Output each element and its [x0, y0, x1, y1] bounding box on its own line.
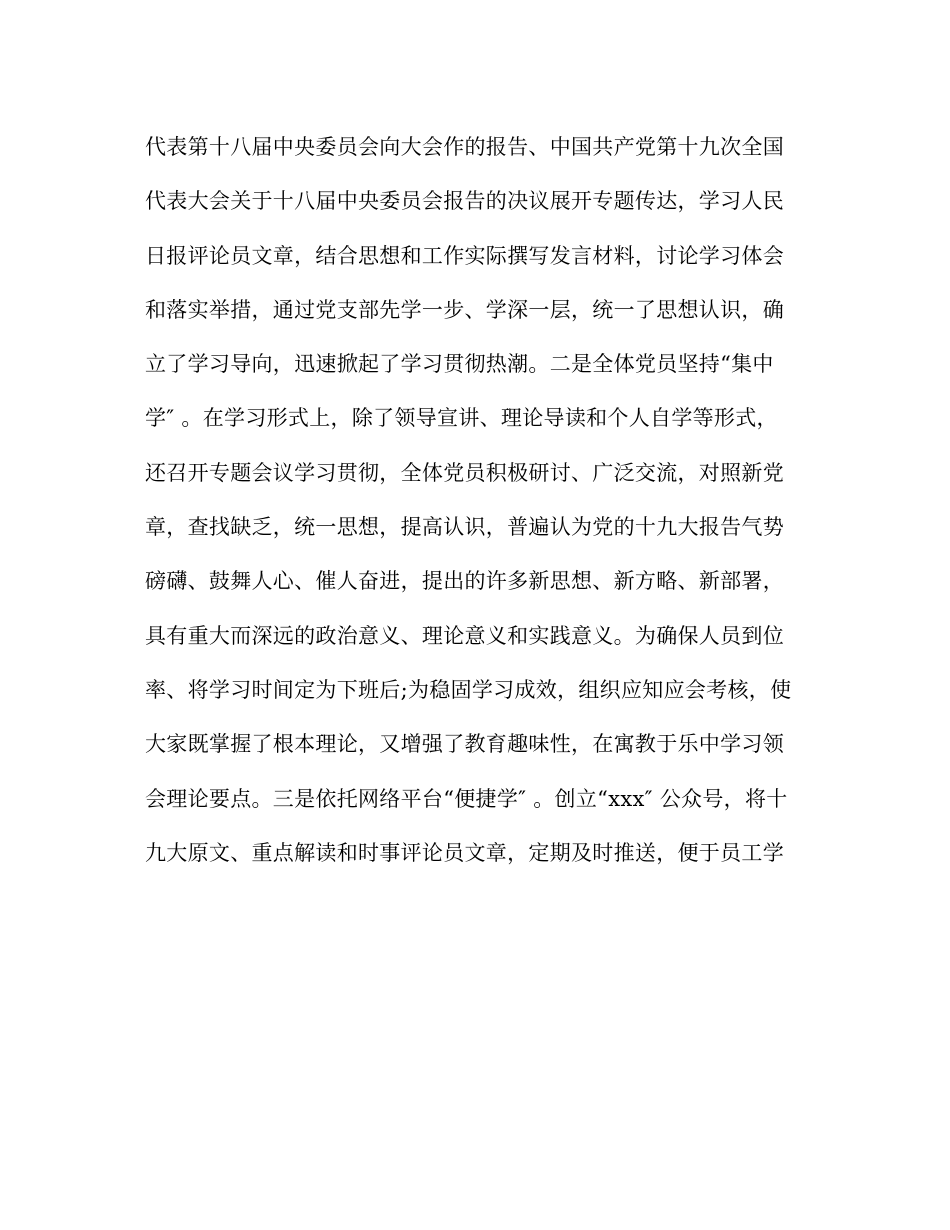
- text-line: 磅礴、鼓舞人心、催人奋进，提出的许多新思想、新方略、新部署，: [145, 569, 784, 594]
- text-line: 大家既掌握了根本理论，又增强了教育趣味性，在寓教于乐中学习领: [145, 732, 784, 757]
- text-line: 立了学习导向，迅速掀起了学习贯彻热潮。二是全体党员坚持“集中: [145, 352, 774, 377]
- text-line: 学″ 。在学习形式上，除了领导宣讲、理论导读和个人自学等形式，: [145, 406, 778, 431]
- text-line: 还召开专题会议学习贯彻，全体党员积极研讨、广泛交流，对照新党: [145, 460, 784, 485]
- text-line: 日报评论员文章，结合思想和工作实际撰写发言材料，讨论学习体会: [145, 243, 784, 268]
- text-line: 代表第十八届中央委员会向大会作的报告、中国共产党第十九次全国: [145, 135, 784, 159]
- text-line: 九大原文、重点解读和时事评论员文章，定期及时推送，便于员工学: [145, 840, 784, 865]
- body-text: [145, 120, 825, 880]
- text-line: 会理论要点。三是依托网络平台“便捷学″ 。创立“xxx″ 公众号，将十: [145, 786, 788, 811]
- text-line: 率、将学习时间定为下班后;为稳固学习成效，组织应知应会考核，使: [145, 677, 792, 702]
- text-line: 和落实举措，通过党支部先学一步、学深一层，统一了思想认识，确: [145, 297, 784, 322]
- text-line: 代表大会关于十八届中央委员会报告的决议展开专题传达，学习人民: [145, 189, 784, 214]
- text-line: 章，查找缺乏，统一思想，提高认识，普遍认为党的十九大报告气势: [145, 515, 784, 540]
- text-line: 具有重大而深远的政治意义、理论意义和实践意义。为确保人员到位: [145, 623, 784, 648]
